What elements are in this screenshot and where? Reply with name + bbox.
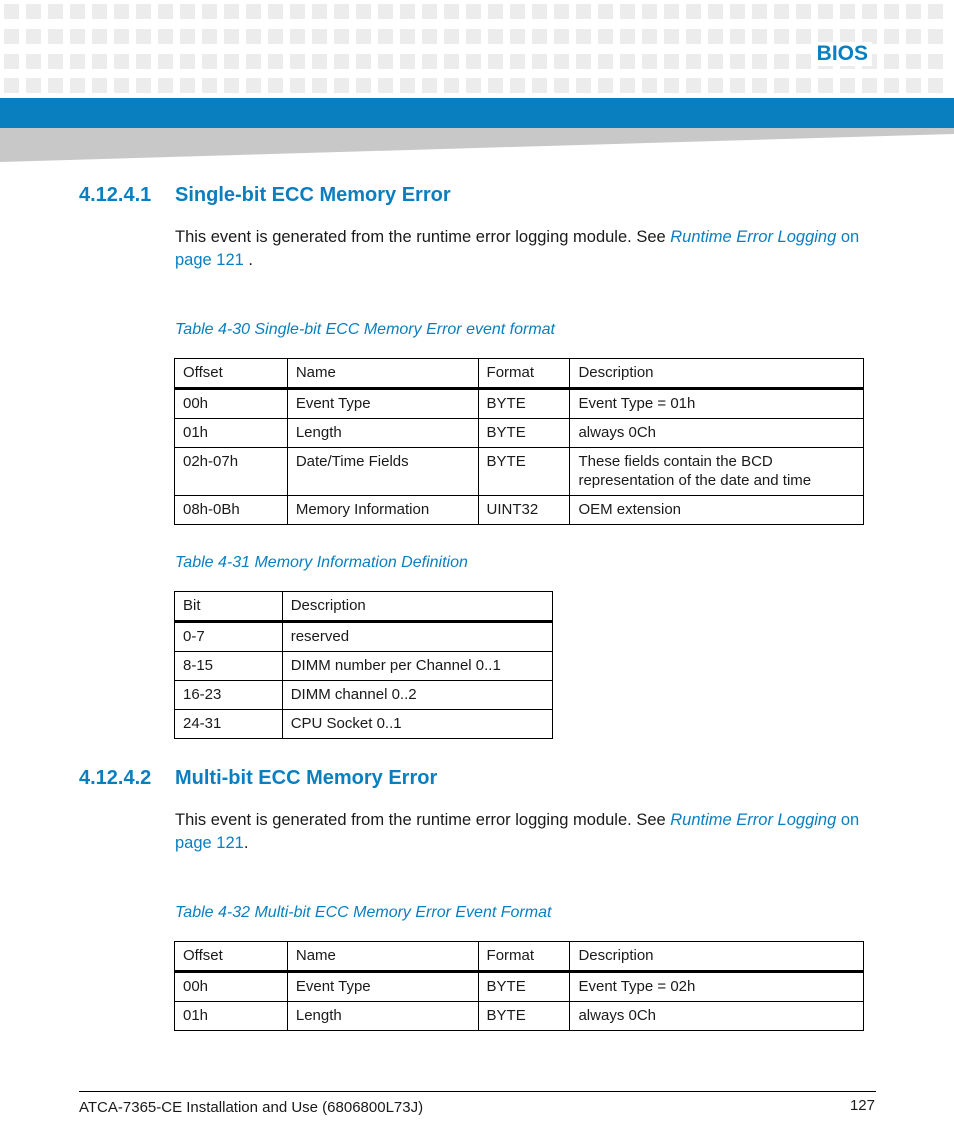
table-cell: 24-31 [175,710,283,739]
table-cell: 00h [175,972,288,1002]
table-row [175,496,864,525]
table-cell: 01h [175,419,288,448]
section-heading-4-12-4-1 [79,184,451,207]
table-caption: Table 4-31 Memory Information Definition [175,554,468,571]
table-cell: 01h [175,1002,288,1031]
footer-divider [79,1091,876,1092]
header-pattern [0,0,954,98]
paragraph-end: . [243,251,253,269]
paragraph-text: This event is generated from the runtime error logging module. See [175,228,671,246]
header-cell: Format [478,942,570,972]
table-row [175,1002,864,1031]
table-row [175,419,864,448]
table-cell: always 0Ch [570,419,864,448]
link-page: on page 121 [175,811,860,852]
table-cell: BYTE [478,972,570,1002]
table-4-32 [174,941,864,1031]
table-cell: 8-15 [175,652,283,681]
table-header-row [175,942,864,972]
header-cell: Description [570,942,864,972]
section-title: Multi-bit ECC Memory Error [175,767,438,789]
section-paragraph [175,226,875,272]
section-title: Single-bit ECC Memory Error [175,184,451,206]
section-heading-4-12-4-2 [79,767,437,790]
table-header-row [175,359,864,389]
table-4-31 [174,591,553,739]
table-cell: reserved [282,622,552,652]
table-cell: OEM extension [570,496,864,525]
table-cell: UINT32 [478,496,570,525]
table-cell: BYTE [478,1002,570,1031]
table-cell: DIMM number per Channel 0..1 [282,652,552,681]
chapter-label: BIOS [813,42,872,66]
header-cell: Name [287,359,478,389]
table-cell: always 0Ch [570,1002,864,1031]
table-cell: BYTE [478,448,570,496]
table-cell: CPU Socket 0..1 [282,710,552,739]
table-row [175,972,864,1002]
link-title: Runtime Error Logging [670,228,837,246]
table-cell: Event Type = 02h [570,972,864,1002]
table-cell: 16-23 [175,681,283,710]
table-cell: 00h [175,389,288,419]
header-cell: Name [287,942,478,972]
table-row [175,622,553,652]
header-cell: Description [282,592,552,622]
table-row [175,710,553,739]
link-page: on page 121 [175,228,860,269]
header-cell: Offset [175,359,288,389]
header-cell: Format [478,359,570,389]
table-header-row [175,592,553,622]
table-4-30 [174,358,864,525]
table-caption: Table 4-30 Single-bit ECC Memory Error event format [175,321,555,338]
paragraph-text: This event is generated from the runtime error logging module. See [175,811,671,829]
header-cell: Bit [175,592,283,622]
link-title: Runtime Error Logging [670,811,837,829]
header-bar [0,98,954,128]
table-cell: Event Type [287,389,478,419]
table-cell: Event Type = 01h [570,389,864,419]
table-caption: Table 4-32 Multi-bit ECC Memory Error Event Format [175,904,552,921]
header-wedge [0,128,954,164]
table-cell: 08h-0Bh [175,496,288,525]
table-row [175,681,553,710]
table-cell: Length [287,419,478,448]
table-cell: Length [287,1002,478,1031]
header-cell: Description [570,359,864,389]
table-cell: Memory Information [287,496,478,525]
page-number: 127 [849,1097,875,1114]
table-cell: BYTE [478,389,570,419]
table-cell: 0-7 [175,622,283,652]
table-row [175,389,864,419]
section-number: 4.12.4.2 [79,767,152,789]
section-paragraph [175,809,875,855]
footer-document-title: ATCA-7365-CE Installation and Use (6806800L73J) [79,1099,424,1116]
paragraph-end: . [243,834,249,852]
table-cell: Event Type [287,972,478,1002]
table-cell: Date/Time Fields [287,448,478,496]
header-cell: Offset [175,942,288,972]
section-number: 4.12.4.1 [79,184,152,206]
table-cell: 02h-07h [175,448,288,496]
table-cell: DIMM channel 0..2 [282,681,552,710]
table-row [175,448,864,496]
table-cell: These fields contain the BCD representation of the date and time [570,448,864,496]
table-cell: BYTE [478,419,570,448]
table-row [175,652,553,681]
